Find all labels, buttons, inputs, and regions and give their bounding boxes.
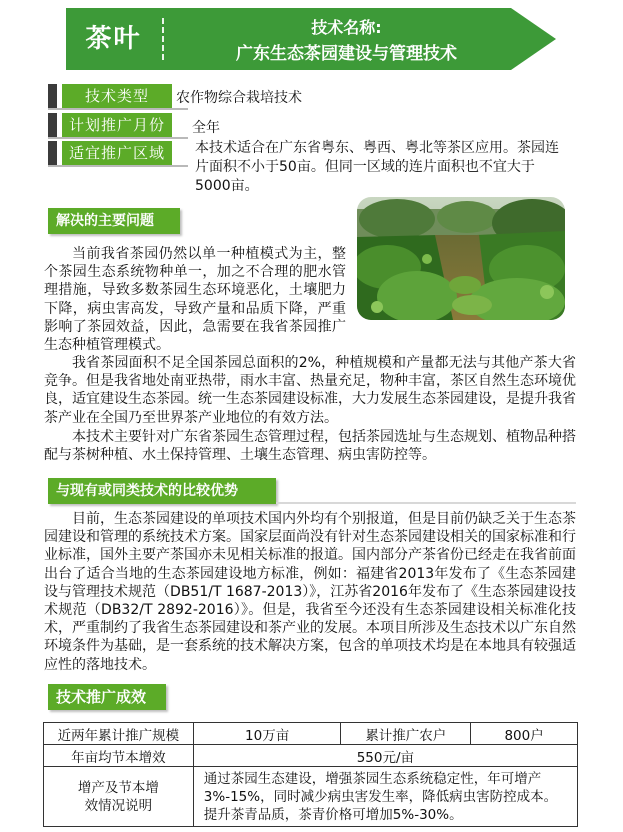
- table-cell: 近两年累计推广规模: [44, 723, 194, 745]
- table-cell: 增产及节本增效情况说明: [44, 767, 194, 827]
- tech-name-label: 技术名称:: [311, 18, 382, 37]
- divider: [48, 137, 188, 139]
- header-banner: [66, 8, 556, 70]
- month-label: 计划推广月份: [62, 113, 172, 137]
- tech-type-tag: [48, 84, 172, 108]
- region-tag: [48, 141, 172, 165]
- region-value: 本技术适合在广东省粤东、粤西、粤北等茶区应用。茶园连片面积不小于50亩。但同一区域的连片面积也不宜大于5000亩。: [195, 140, 559, 194]
- section-title-results: 技术推广成效: [48, 684, 166, 710]
- tech-type-label: 技术类型: [62, 84, 172, 108]
- tea-garden-photo: [357, 197, 565, 320]
- divider: [276, 502, 576, 504]
- table-cell: 通过茶园生态建设，增强茶园生态系统稳定性，年可增产3%-15%，同时减少病虫害发生率，降低病虫害防控成本。提升茶青品质，茶青价格可增加5%-30%。: [193, 767, 577, 827]
- table-row: [44, 745, 578, 767]
- table-cell: 累计推广农户: [341, 723, 471, 745]
- problems-paragraph-2: 我省茶园面积不足全国茶园总面积的2%，种植规模和产量都无法与其他产茶大省竞争。但是我省地处南亚热带，雨水丰富、热量充足，物种丰富，茶区自然生态环境优良，适宜建设生态茶园。统一生态茶园建设标准，大力发展生态茶园建设，是提升我省茶产业在全国乃至世界茶产业地位的有效方法。: [44, 355, 576, 426]
- month-tag: [48, 113, 172, 137]
- photo-illustration: [357, 197, 565, 320]
- table-cell: 800户: [471, 723, 578, 745]
- region-label: 适宜推广区域: [62, 141, 172, 165]
- banner-divider: [162, 18, 164, 60]
- problems-paragraph-3: 本技术主要针对广东省茶园生态管理过程，包括茶园选址与生态规划、植物品种搭配与茶树种植、水土保持管理、土壤生态管理、病虫害防控等。: [44, 429, 576, 464]
- category-title: 茶叶: [85, 24, 142, 54]
- problems-paragraph-1: 当前我省茶园仍然以单一种植模式为主，整个茶园生态系统物种单一，加之不合理的肥水管理措施，导致多数茶园生态环境恶化，土壤肥力下降，病虫害高发，导致产量和品质下降，严重影响了茶园效益，因此，急需要在我省茶园推广生态种植管理模式。: [44, 246, 346, 354]
- tech-name: 广东生态茶园建设与管理技术: [236, 44, 457, 64]
- comparison-paragraph: 目前，生态茶园建设的单项技术国内外均有个别报道，但是目前仍缺乏关于生态茶园建设和管理的系统技术方案。国家层面尚没有针对生态茶园建设相关的国家标准和行业标准，国外主要产茶国亦未见相关标准的报道。国内部分产茶省份已经走在我省前面出台了适合当地的生态茶园建设地方标准，例如：福建省2013年发布了《生态茶园建设与管理技术规范（DB51/T 1687-2013）》，江苏省2016年发布了《生态茶园建设技术规范（DB32/T 2892-2016）》。但是，我省至今还没有生态茶园建设相关标准化技术，严重制约了我省生态茶园建设和茶产业的发展。本项目所涉及生态技术以广东自然环境条件为基础，是一套系统的技术解决方案，包含的单项技术均是在本地具有较强适应性的落地技术。: [44, 511, 576, 673]
- divider: [48, 108, 188, 110]
- results-table: [43, 722, 578, 827]
- divider: [48, 165, 188, 167]
- table-row: [44, 767, 578, 827]
- table-cell: 550元/亩: [193, 745, 577, 767]
- table-row: [44, 723, 578, 745]
- tech-type-value: 农作物综合栽培技术: [176, 90, 302, 106]
- month-value: 全年: [192, 120, 220, 136]
- table-cell: 10万亩: [193, 723, 341, 745]
- section-title-comparison: 与现有或同类技术的比较优势: [48, 478, 276, 504]
- table-cell: 年亩均节本增效: [44, 745, 194, 767]
- section-title-problems: 解决的主要问题: [48, 208, 180, 234]
